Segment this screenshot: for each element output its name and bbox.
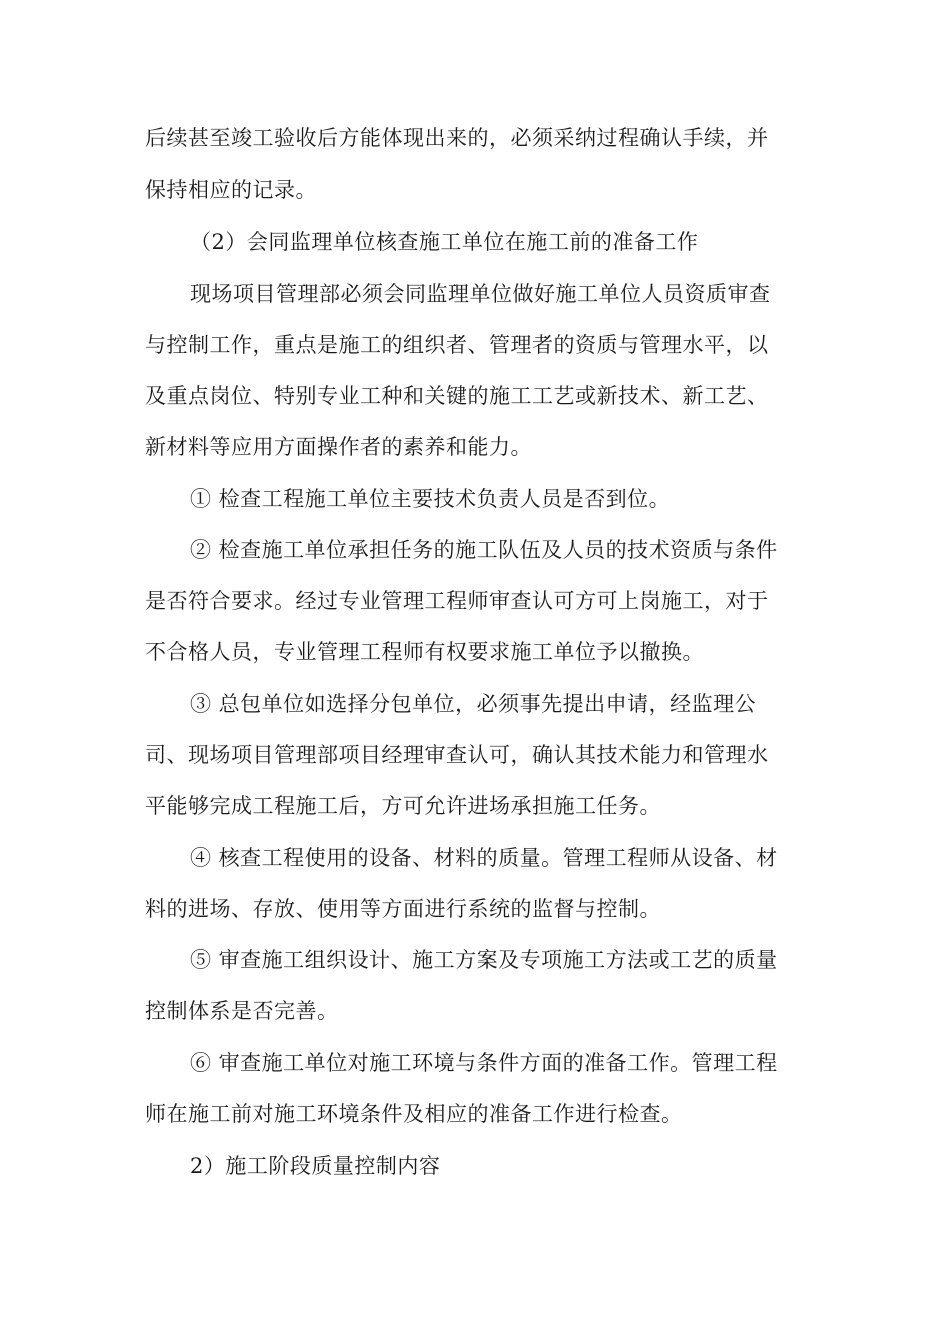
- list-item: ③ 总包单位如选择分包单位，必须事先提出申请，经监理公: [190, 692, 757, 716]
- paragraph-line: 司、现场项目管理部项目经理审查认可，确认其技术能力和管理水: [145, 743, 769, 767]
- section-heading: 2）施工阶段质量控制内容: [190, 1154, 441, 1178]
- list-item: ① 检查工程施工单位主要技术负责人员是否到位。: [190, 487, 671, 511]
- paragraph-line: 新材料等应用方面操作者的素养和能力。: [145, 435, 532, 459]
- paragraph-line: 及重点岗位、特别专业工种和关键的施工工艺或新技术、新工艺、: [145, 384, 769, 408]
- list-item: ④ 核查工程使用的设备、材料的质量。管理工程师从设备、材: [190, 846, 778, 870]
- paragraph-line: 师在施工前对施工环境条件及相应的准备工作进行检查。: [145, 1102, 683, 1126]
- section-heading: （2）会同监理单位核查施工单位在施工前的准备工作: [190, 230, 699, 254]
- paragraph-line: 现场项目管理部必须会同监理单位做好施工单位人员资质审查: [190, 282, 771, 306]
- paragraph-line: 控制体系是否完善。: [145, 999, 339, 1023]
- list-item: ⑤ 审查施工组织设计、施工方案及专项施工方法或工艺的质量: [190, 948, 778, 972]
- list-item: ⑥ 审查施工单位对施工环境与条件方面的准备工作。管理工程: [190, 1051, 778, 1075]
- paragraph-line: 平能够完成工程施工后，方可允许进场承担施工任务。: [145, 794, 661, 818]
- paragraph-line: 与控制工作，重点是施工的组织者、管理者的资质与管理水平，以: [145, 333, 769, 357]
- paragraph-line: 保持相应的记录。: [145, 178, 317, 202]
- paragraph-line: 不合格人员，专业管理工程师有权要求施工单位予以撤换。: [145, 640, 704, 664]
- list-item: ② 检查施工单位承担任务的施工队伍及人员的技术资质与条件: [190, 538, 778, 562]
- paragraph-line: 料的进场、存放、使用等方面进行系统的监督与控制。: [145, 897, 661, 921]
- paragraph-line: 是否符合要求。经过专业管理工程师审查认可方可上岗施工，对于: [145, 589, 769, 613]
- paragraph-line: 后续甚至竣工验收后方能体现出来的，必须采纳过程确认手续，并: [145, 126, 769, 150]
